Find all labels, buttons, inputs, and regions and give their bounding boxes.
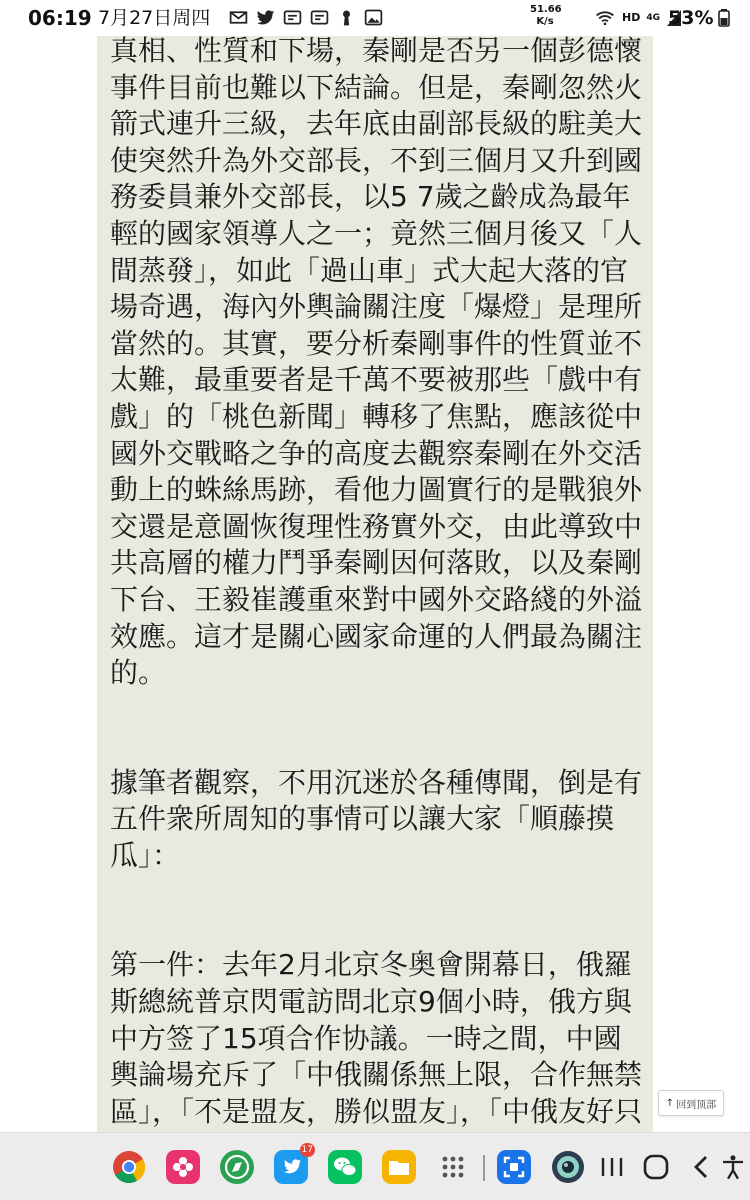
wifi-icon	[594, 8, 616, 28]
twitter-app-icon[interactable]	[273, 1145, 313, 1185]
clock: 06:19	[28, 6, 92, 30]
back-icon[interactable]	[684, 1149, 720, 1185]
chrome-icon[interactable]	[111, 1149, 147, 1185]
screenshot-icon[interactable]	[496, 1149, 532, 1185]
camera-app-icon[interactable]	[550, 1149, 586, 1185]
battery-icon	[718, 9, 730, 27]
keyhole-icon	[336, 7, 357, 28]
paragraph-2: 據筆者觀察，不用沉迷於各種傳聞，倒是有五件衆所周知的事情可以讓大家「順藤摸瓜」：	[110, 765, 643, 872]
paragraph-3: 第一件：去年2月北京冬奥會開幕日，俄羅斯總統普京閃電訪問北京9個小時，俄方與中方签了15項合作协議。一時之間，中國輿論場充斥了「中俄關係無上限，合作無禁區」，「不是盟友，勝似盟友」，「中俄友好只	[110, 948, 643, 1128]
status-bar	[0, 0, 750, 36]
twitter-badge: 17	[301, 1145, 313, 1155]
battery-percent: 53%	[668, 7, 714, 29]
gmail-icon	[228, 7, 249, 28]
home-icon[interactable]	[638, 1149, 674, 1185]
taskbar-divider	[483, 1155, 485, 1181]
files-icon[interactable]	[381, 1149, 417, 1185]
flower-app-icon[interactable]	[165, 1149, 201, 1185]
back-to-top-label: 回到顶部	[676, 1099, 717, 1111]
arrow-up-icon: ↑	[665, 1097, 675, 1109]
taskbar	[0, 1132, 750, 1200]
recents-icon[interactable]	[594, 1149, 630, 1185]
app-icon	[309, 7, 330, 28]
date: 7月27日周四	[98, 7, 211, 29]
hd-label: HD	[622, 11, 641, 24]
app-drawer-icon[interactable]	[435, 1149, 471, 1185]
article-body	[97, 36, 653, 1132]
paragraph-1: 真相、性質和下場，秦剛是否另一個彭德懷事件目前也難以下結論。但是，秦剛忽然火箭式連升三級，去年底由副部長級的駐美大使突然升為外交部長，不到三個月又升到國務委員兼外交部長，以5 7歲之齡成為最年輕的國家領導人之一；竟然三個月後又「人間蒸發」，如此「過山車」式大起大落的官場奇遇，海內外輿論關注度「爆燈」是理所當然的。其實，要分析秦剛事件的性質並不太難，最重要者是千萬不要被那些「戲中有戲」的「桃色新聞」轉移了焦點，應該從中國外交戰略之争的高度去觀察秦剛在外交活動上的蛛絲馬跡，看他力圖實行的是戰狼外交還是意圖恢復理性務實外交，由此導致中共高層的權力鬥爭秦剛因何落敗，以及秦剛下台、王毅崔護重來對中國外交路綫的外溢效應。這才是關心國家命運的人們最為關注的。	[110, 36, 643, 690]
gallery-icon	[363, 7, 384, 28]
twitter-icon	[255, 7, 276, 28]
back-to-top-button[interactable]	[658, 1090, 724, 1116]
article-text	[110, 36, 642, 1132]
notification-icons	[228, 7, 384, 29]
network-speed: 51.66 K/s	[530, 4, 562, 27]
app-icon	[282, 7, 303, 28]
network-type-label: 4G	[646, 13, 660, 23]
accessibility-icon[interactable]	[718, 1149, 748, 1185]
compass-app-icon[interactable]	[219, 1149, 255, 1185]
wechat-icon[interactable]	[327, 1149, 363, 1185]
browser-page[interactable]	[0, 36, 750, 1132]
